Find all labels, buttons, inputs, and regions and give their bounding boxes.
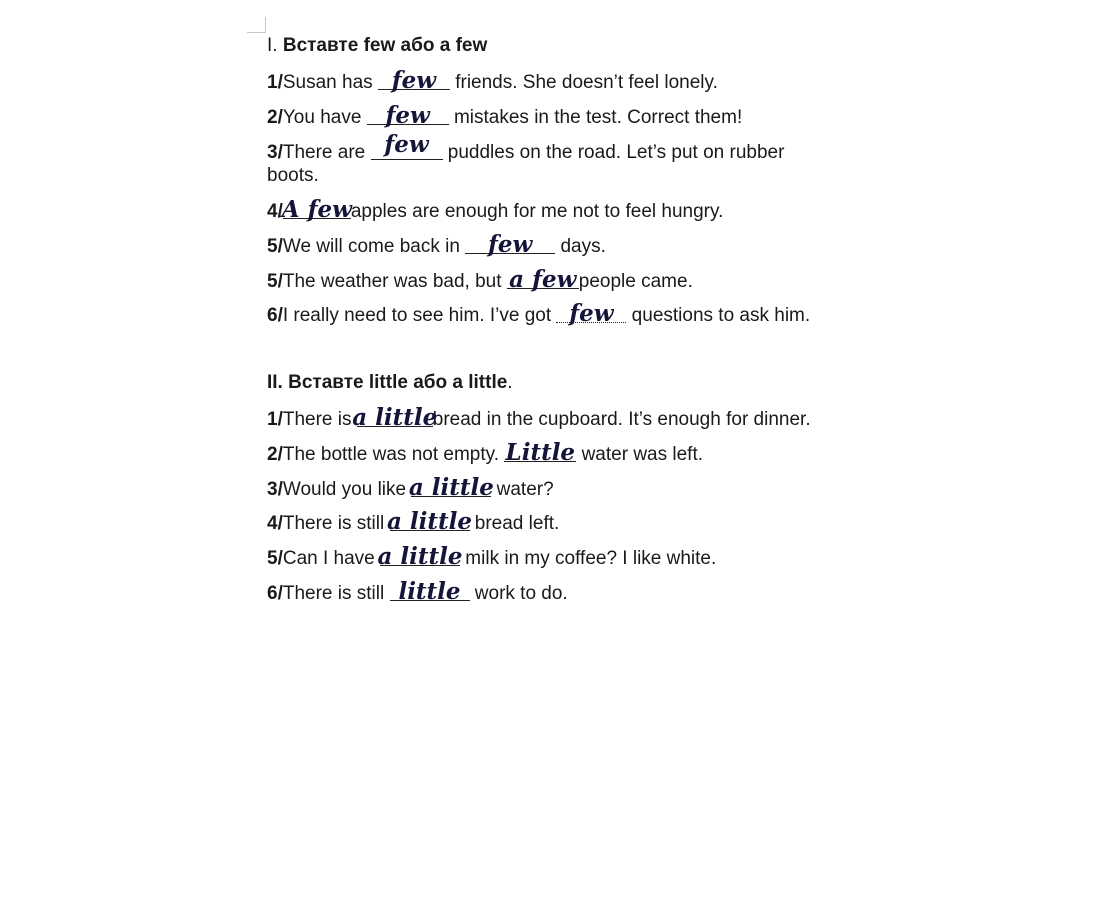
- answer-blank[interactable]: [371, 131, 443, 160]
- item-number: 5/: [267, 548, 283, 569]
- item-number: 1/: [267, 72, 283, 93]
- answer-blank[interactable]: [378, 67, 450, 94]
- item-text-after: bread in the cupboard. It’s enough for dinner.: [432, 409, 811, 430]
- answer-blank[interactable]: [367, 102, 449, 129]
- handwritten-answer: A few: [281, 196, 352, 223]
- item-number: 3/: [267, 479, 283, 500]
- item-text-before: There is still: [282, 583, 390, 604]
- page-corner-marker: [247, 17, 266, 34]
- item-text-after: puddles on the road. Let’s put on rubber: [442, 142, 785, 163]
- answer-blank[interactable]: [408, 474, 494, 501]
- exercise-item: [267, 233, 606, 257]
- handwritten-answer: few: [569, 300, 614, 327]
- handwritten-answer: few: [385, 102, 430, 129]
- answer-blank[interactable]: [556, 300, 626, 327]
- item-text-before: There are: [282, 142, 371, 163]
- exercise-item: [267, 302, 810, 326]
- section-2-heading: [267, 371, 513, 395]
- item-number: 4/: [267, 513, 283, 534]
- answer-blank[interactable]: [281, 196, 352, 223]
- answer-blank[interactable]: [386, 508, 473, 535]
- item-text-after: mistakes in the test. Correct them!: [448, 107, 743, 128]
- item-text-before: Susan has: [282, 72, 378, 93]
- item-text-before: Can I have: [282, 548, 381, 569]
- handwritten-answer: little: [398, 578, 461, 605]
- item-text-before: We will come back in: [282, 236, 466, 257]
- exercise-item: [267, 131, 785, 163]
- item-text-before: The weather was bad, but: [282, 271, 507, 292]
- exercise-item: [267, 406, 811, 430]
- item-number: 4/: [267, 201, 283, 222]
- answer-blank[interactable]: [465, 231, 555, 258]
- item-text-after: friends. She doesn’t feel lonely.: [449, 72, 718, 93]
- item-text-after: milk in my coffee? I like white.: [460, 548, 717, 569]
- section-1-heading: [267, 34, 487, 58]
- section-2-title-tail: .: [507, 372, 513, 393]
- exercise-item: [267, 69, 718, 93]
- handwritten-answer: few: [488, 231, 533, 258]
- item-text-after: apples are enough for me not to feel hungry.: [350, 201, 724, 222]
- exercise-item: [267, 580, 568, 604]
- item-text-before: I really need to see him. I’ve got: [282, 305, 557, 326]
- section-2-title: II. Вставте little або a little: [267, 372, 508, 393]
- exercise-item: [267, 198, 723, 222]
- exercise-item: [267, 268, 693, 292]
- answer-blank[interactable]: [377, 543, 463, 570]
- exercise-item: [267, 510, 559, 534]
- handwritten-answer: few: [391, 67, 437, 94]
- answer-blank[interactable]: [352, 404, 438, 431]
- item-text-before: There is: [282, 409, 357, 430]
- item-number: 3/: [267, 142, 283, 163]
- handwritten-answer: a little: [377, 543, 463, 570]
- item-number: 5/: [267, 236, 283, 257]
- item-number: 2/: [267, 444, 283, 465]
- item-text-before: There is still: [282, 513, 390, 534]
- item-text-after: people came.: [578, 271, 693, 292]
- handwritten-answer: Little: [505, 439, 576, 466]
- item-text-after: water?: [491, 479, 554, 500]
- answer-blank[interactable]: [507, 266, 579, 293]
- exercise-item: [267, 476, 554, 500]
- item-text-after: work to do.: [469, 583, 568, 604]
- section-1-roman: I.: [267, 35, 283, 56]
- item-text-after: questions to ask him.: [626, 305, 811, 326]
- item-text-before: Would you like: [282, 479, 412, 500]
- handwritten-answer: a little: [352, 404, 438, 431]
- handwritten-answer: few: [384, 131, 429, 158]
- item-number: 6/: [267, 583, 283, 604]
- item-text-after: bread left.: [469, 513, 560, 534]
- item-number: 1/: [267, 409, 283, 430]
- exercise-item: [267, 104, 742, 128]
- item-number: 2/: [267, 107, 283, 128]
- answer-blank[interactable]: [504, 439, 576, 466]
- exercise-item: [267, 441, 703, 465]
- item-text-after: water was left.: [576, 444, 704, 465]
- exercise-item: [267, 545, 716, 569]
- handwritten-answer: a little: [408, 474, 494, 501]
- section-1-title: Вставте few або a few: [282, 35, 488, 56]
- item-text-after: days.: [555, 236, 606, 257]
- item-number: 5/: [267, 271, 283, 292]
- handwritten-answer: a few: [509, 266, 577, 293]
- item-text-before: The bottle was not empty.: [282, 444, 505, 465]
- answer-blank[interactable]: [390, 578, 470, 605]
- handwritten-answer: a little: [386, 508, 473, 535]
- item-text-before: You have: [282, 107, 367, 128]
- item-continuation: boots.: [267, 165, 319, 186]
- item-number: 6/: [267, 305, 283, 326]
